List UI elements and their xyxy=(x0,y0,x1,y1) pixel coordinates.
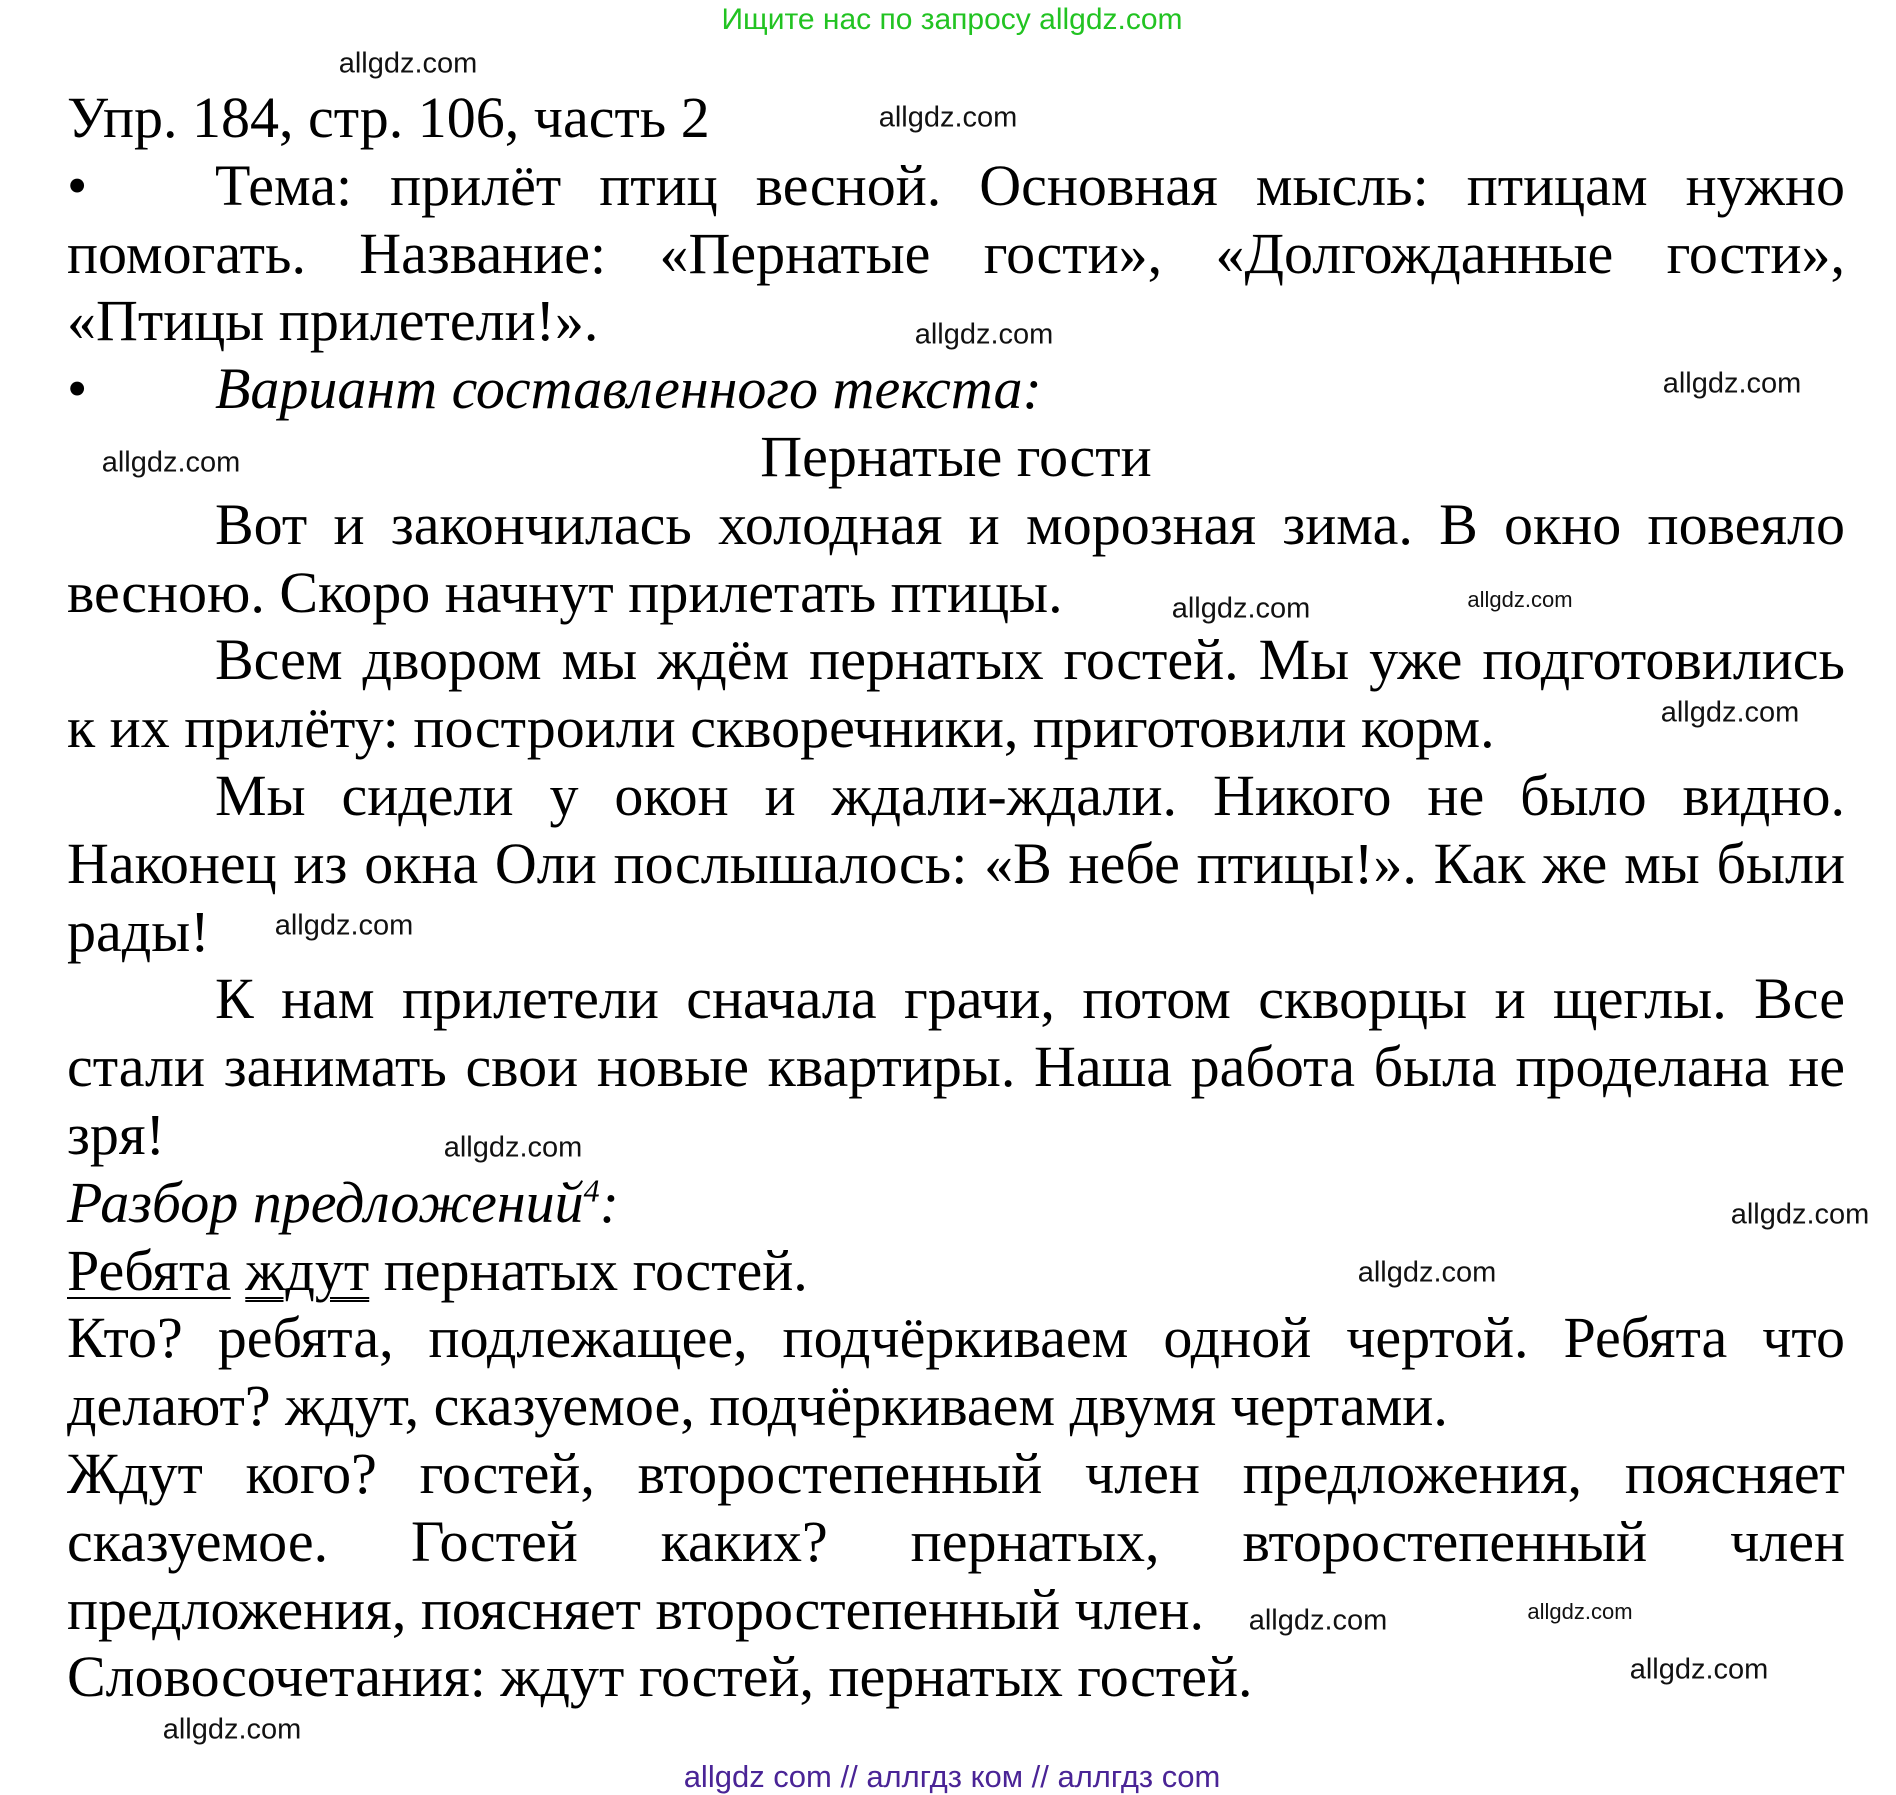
analysis-line: Ждут кого? гостей, второстепенный член предложения, поясняет xyxy=(67,1440,1845,1506)
analysis-line: Кто? ребята, подлежащее, подчёркиваем одной чертой. Ребята что xyxy=(67,1305,1845,1371)
watermark: allgdz.com xyxy=(443,1131,583,1164)
variant-label xyxy=(67,356,1042,422)
watermark: allgdz.com xyxy=(1527,1599,1633,1624)
watermark: allgdz.com xyxy=(878,101,1018,134)
watermark: allgdz.com xyxy=(1662,367,1802,400)
sentence-rest: пернатых гостей. xyxy=(383,1237,808,1303)
watermark: allgdz.com xyxy=(274,909,414,942)
analysis-line: Словосочетания: ждут гостей, пернатых гостей. xyxy=(67,1644,1253,1710)
paragraph-line: К нам прилетели сначала грачи, потом скворцы и щеглы. Все xyxy=(215,966,1845,1032)
analysis-colon: : xyxy=(599,1169,619,1235)
theme-line: помогать. Название: «Пернатые гости», «Долгожданные гости», xyxy=(67,220,1845,286)
subject-word: Ребята xyxy=(67,1237,231,1303)
watermark: allgdz.com xyxy=(1730,1198,1870,1231)
analysis-label: Разбор предложений xyxy=(67,1169,584,1235)
paragraph-line: Мы сидели у окон и ждали-ждали. Никого не было видно. xyxy=(215,762,1845,828)
watermark: allgdz.com xyxy=(1357,1256,1497,1289)
watermark: allgdz.com xyxy=(914,318,1054,351)
story-title: Пернатые гости xyxy=(760,423,1152,489)
theme-text: Тема: прилёт птиц весной. Основная мысль: птицам нужно xyxy=(215,152,1845,218)
paragraph-line: Наконец из окна Оли послышалось: «В небе птицы!». Как же мы были xyxy=(67,830,1845,896)
watermark: allgdz.com xyxy=(162,1713,302,1746)
analysis-line: предложения, поясняет второстепенный член. xyxy=(67,1576,1205,1642)
paragraph-line: стали занимать свои новые квартиры. Наша работа была проделана не xyxy=(67,1034,1845,1100)
paragraph-line: рады! xyxy=(67,898,210,964)
theme-line: «Птицы прилетели!». xyxy=(67,288,599,354)
bullet: • xyxy=(67,152,88,218)
watermark: allgdz.com xyxy=(338,47,478,80)
watermark: allgdz.com xyxy=(1171,592,1311,625)
paragraph-line: зря! xyxy=(67,1101,165,1167)
watermark: allgdz.com xyxy=(101,446,241,479)
variant-text: Вариант составленного текста: xyxy=(215,356,1042,422)
exercise-title: Упр. 184, стр. 106, часть 2 xyxy=(67,85,710,150)
predicate-word: ждут xyxy=(245,1237,370,1303)
analysis-line: сказуемое. Гостей каких? пернатых, второстепенный член xyxy=(67,1508,1845,1574)
watermark: allgdz.com xyxy=(1629,1653,1769,1686)
paragraph-line: Вот и закончилась холодная и морозная зима. В окно повеяло xyxy=(215,491,1845,557)
paragraph-line: Всем двором мы ждём пернатых гостей. Мы уже подготовились xyxy=(215,627,1845,693)
analyzed-sentence xyxy=(67,1237,808,1303)
bullet: • xyxy=(67,356,88,422)
watermark: allgdz.com xyxy=(1467,587,1573,612)
analysis-line: делают? ждут, сказуемое, подчёркиваем двумя чертами. xyxy=(67,1373,1448,1439)
analysis-heading xyxy=(67,1169,619,1235)
paragraph-line: к их прилёту: построили скворечники, приготовили корм. xyxy=(67,695,1495,761)
footnote-mark: 4 xyxy=(583,1172,600,1209)
bottom-banner-link[interactable]: allgdz com // аллгдз ком // аллгдз com xyxy=(683,1759,1221,1794)
top-banner-link[interactable]: Ищите нас по запросу allgdz.com xyxy=(721,3,1183,36)
theme-line xyxy=(67,152,1845,218)
watermark: allgdz.com xyxy=(1248,1604,1388,1637)
watermark: allgdz.com xyxy=(1660,696,1800,729)
paragraph-line: весною. Скоро начнут прилетать птицы. xyxy=(67,559,1063,625)
